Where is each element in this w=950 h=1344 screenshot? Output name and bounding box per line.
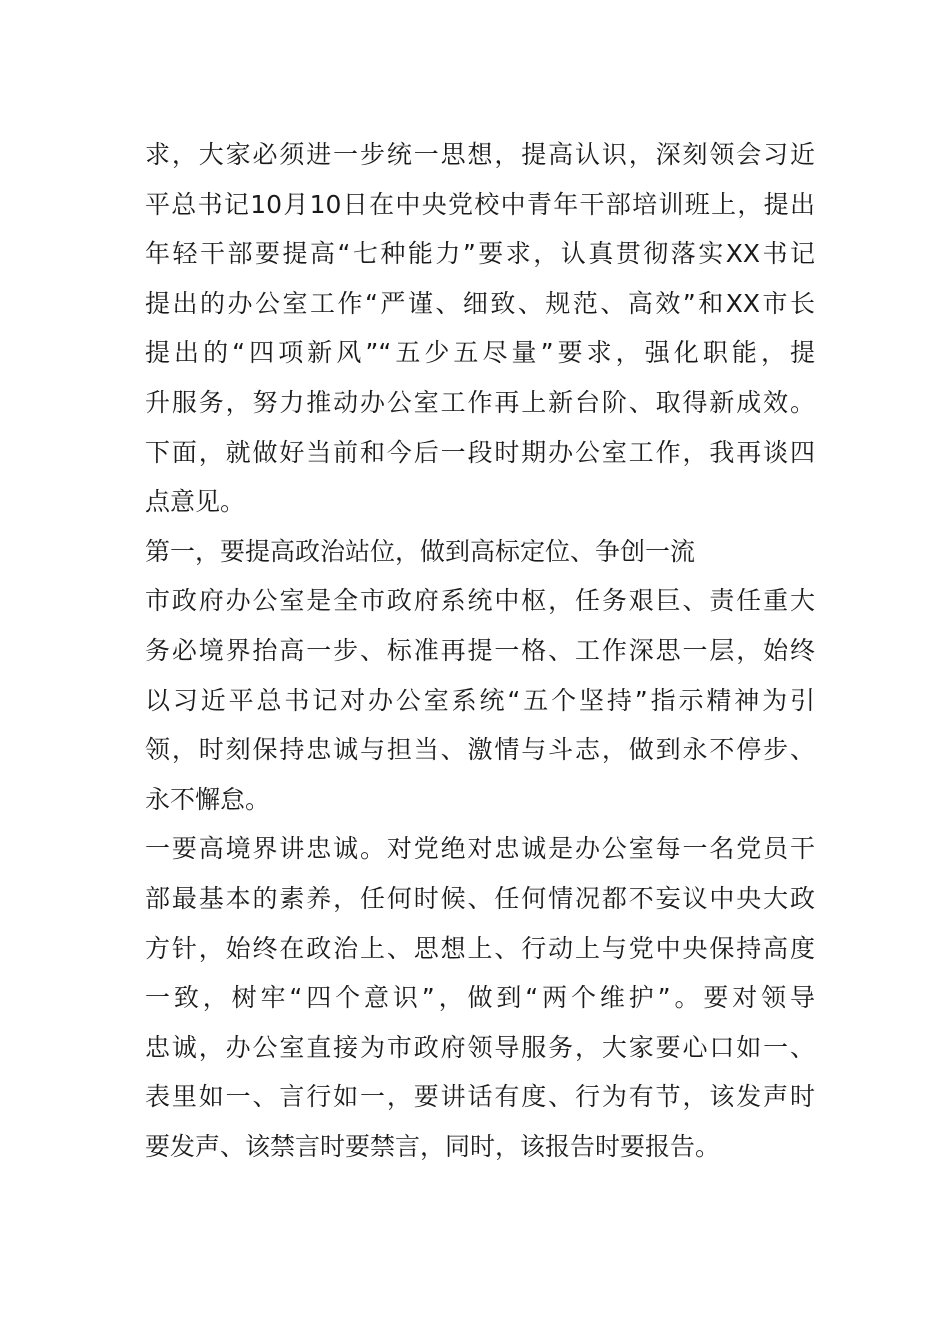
text-line: 表里如一、言行如一，要讲话有度、行为有节，该发声时 (145, 1082, 815, 1112)
text-line: 平总书记10月10日在中央党校中青年干部培训班上，提出 (145, 189, 815, 219)
text-line: 提出的办公室工作“严谨、细致、规范、高效”和XX市长 (145, 288, 815, 318)
text-line: 点意见。 (145, 487, 246, 517)
document-body (145, 130, 815, 1171)
text-line: 方针，始终在政治上、思想上、行动上与党中央保持高度 (145, 933, 815, 963)
text-line: 年轻干部要提高“七种能力”要求，认真贯彻落实XX书记 (145, 239, 815, 269)
text-line: 要发声、该禁言时要禁言，同时，该报告时要报告。 (145, 1131, 721, 1161)
text-line: 提出的“四项新风”“五少五尽量”要求，强化职能，提 (145, 338, 815, 368)
text-line: 求，大家必须进一步统一思想，提高认识，深刻领会习近 (145, 140, 815, 169)
text-line: 市政府办公室是全市政府系统中枢，任务艰巨、责任重大 (145, 586, 815, 616)
text-line: 部最基本的素养，任何时候、任何情况都不妄议中央大政 (145, 883, 815, 913)
text-line: 务必境界抬高一步、标准再提一格、工作深思一层，始终 (145, 635, 815, 665)
section-heading: 第一，要提高政治站位，做到高标定位、争创一流 (145, 536, 696, 566)
text-line: 升服务，努力推动办公室工作再上新台阶、取得新成效。 (145, 387, 815, 417)
text-line: 一要高境界讲忠诚。对党绝对忠诚是办公室每一名党员干 (145, 834, 815, 864)
text-line: 下面，就做好当前和今后一段时期办公室工作，我再谈四 (145, 437, 815, 467)
text-line: 一致，树牢“四个意识”，做到“两个维护”。要对领导 (145, 983, 815, 1013)
text-line: 领，时刻保持忠诚与担当、激情与斗志，做到永不停步、 (145, 735, 815, 765)
text-line: 以习近平总书记对办公室系统“五个坚持”指示精神为引 (145, 685, 815, 715)
text-line: 忠诚，办公室直接为市政府领导服务，大家要心口如一、 (145, 1032, 815, 1062)
text-line: 永不懈怠。 (145, 784, 271, 814)
